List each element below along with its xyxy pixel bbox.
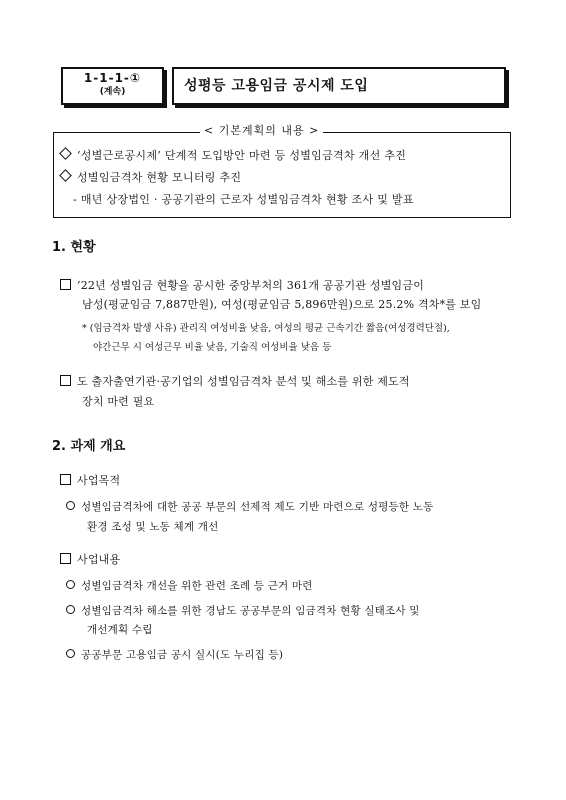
circle-bullet-icon [66, 580, 75, 589]
page-title: 성평등 고용임금 공시제 도입 [172, 67, 506, 105]
circle-bullet-icon [66, 649, 75, 658]
diamond-bullet-icon [59, 147, 72, 160]
task-code-box [61, 67, 164, 105]
status-paragraph-1: ’22년 성별임금 현황을 공시한 중앙부처의 361개 공공기관 성별임금이 [60, 277, 424, 295]
purpose-label: 사업목적 [60, 472, 120, 490]
content-item-cont: 개선계획 수립 [87, 624, 153, 636]
task-code: 1-1-1-① [83, 71, 142, 85]
content-item: 성별임금격차 개선을 위한 관련 조례 등 근거 마련 [66, 577, 313, 595]
purpose-text: 성별임금격차에 대한 공공 부문의 선제적 제도 기반 마련으로 성평등한 노동 [66, 498, 433, 516]
section-heading-status: 1. 현황 [52, 240, 96, 255]
continued-label: (계속) [99, 87, 126, 97]
content-label: 사업내용 [60, 551, 120, 569]
section-heading-overview: 2. 과제 개요 [52, 439, 126, 454]
circle-bullet-icon [66, 501, 75, 510]
footnote-line-2: 야간근무 시 여성근무 비율 낮음, 기술직 여성비율 낮음 등 [93, 342, 332, 353]
plan-sub-item: - 매년 상장법인 · 공공기관의 근로자 성별임금격차 현황 조사 및 발표 [73, 193, 414, 206]
square-bullet-icon [60, 375, 71, 386]
content-item: 공공부문 고용임금 공시 실시(도 누리집 등) [66, 646, 283, 664]
square-bullet-icon [60, 474, 71, 485]
square-bullet-icon [60, 279, 71, 290]
diamond-bullet-icon [59, 169, 72, 182]
status-paragraph-2: 도 출자출연기관·공기업의 성별임금격차 분석 및 해소를 위한 제도적 [60, 373, 410, 391]
status-paragraph-1-cont: 남성(평균임금 7,887만원), 여성(평균임금 5,896만원)으로 25.2% 격차*를 보임 [82, 298, 482, 311]
plan-item: ‘성별근로공시제’ 단계적 도입방안 마련 등 성별임금격차 개선 추진 [58, 148, 406, 164]
plan-item: 성별임금격차 현황 모니터링 추진 [58, 170, 241, 186]
circle-bullet-icon [66, 605, 75, 614]
footnote-line-1: * (임금격차 발생 사유) 관리직 여성비율 낮음, 여성의 평균 근속기간 짧음(여성경력단절), [82, 323, 450, 334]
purpose-text-cont: 환경 조성 및 노동 체계 개선 [87, 521, 219, 533]
basic-plan-title: < 기본계획의 내용 > [200, 123, 323, 139]
content-item: 성별임금격차 해소를 위한 경남도 공공부문의 임금격차 현황 실태조사 및 [66, 602, 420, 620]
status-paragraph-2-cont: 장치 마련 필요 [82, 395, 155, 408]
square-bullet-icon [60, 553, 71, 564]
